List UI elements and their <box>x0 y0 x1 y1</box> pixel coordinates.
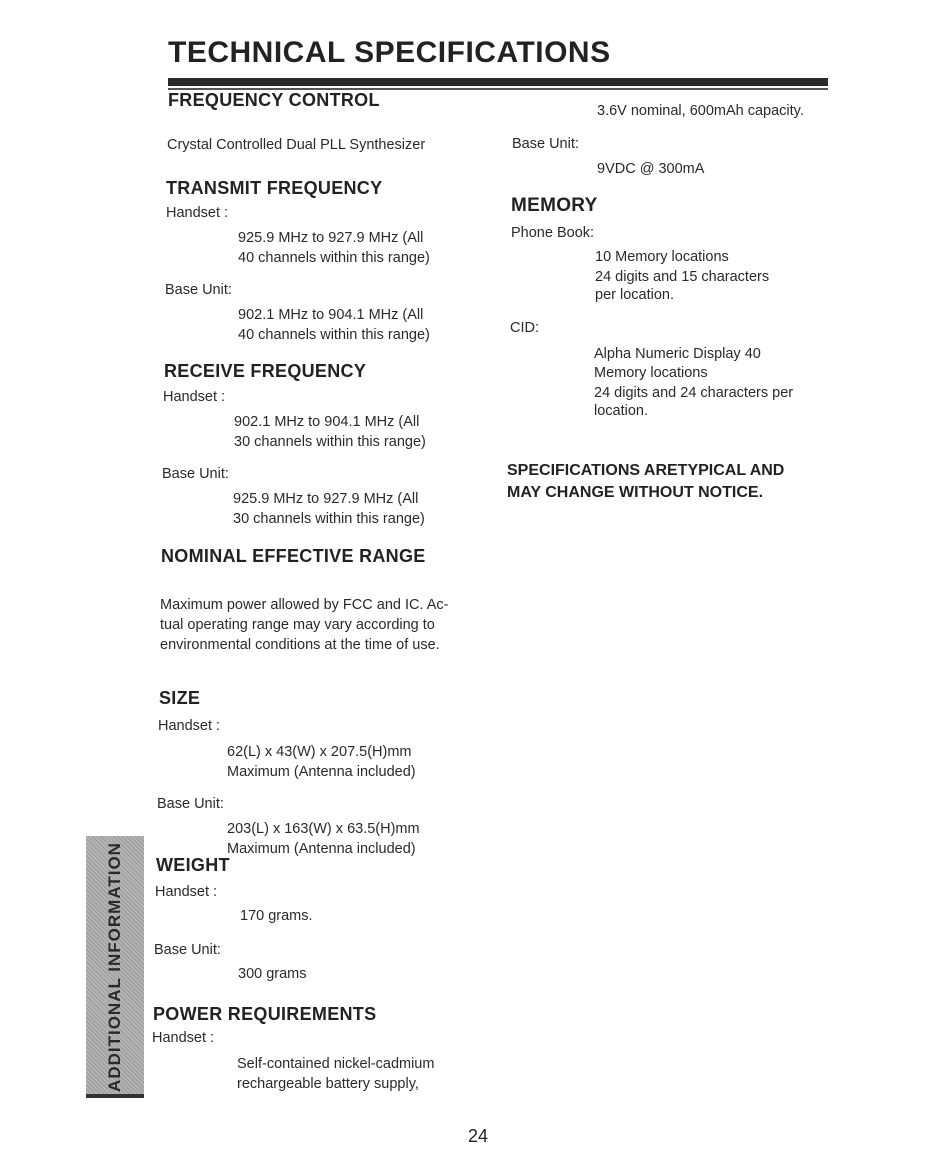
receive-handset-line1: 902.1 MHz to 904.1 MHz (All <box>234 414 420 430</box>
transmit-base-label: Base Unit: <box>165 282 232 298</box>
receive-frequency-heading: RECEIVE FREQUENCY <box>164 361 367 381</box>
phone-book-label: Phone Book: <box>511 225 595 241</box>
receive-handset-label: Handset : <box>163 389 226 405</box>
nominal-range-line1: Maximum power allowed by FCC and IC. Ac- <box>160 597 449 613</box>
weight-heading: WEIGHT <box>156 855 230 875</box>
transmit-handset-label: Handset : <box>166 205 229 221</box>
side-tab-label: ADDITIONAL INFORMATION <box>105 842 124 1092</box>
base-unit-power-label: Base Unit: <box>512 136 579 152</box>
side-tab-bar <box>86 1094 144 1098</box>
size-handset-line1: 62(L) x 43(W) x 207.5(H)mm <box>227 744 412 760</box>
receive-base-label: Base Unit: <box>162 466 229 482</box>
power-handset-line2: rechargeable battery supply, <box>237 1076 419 1092</box>
nominal-range-heading: NOMINAL EFFECTIVE RANGE <box>161 546 426 566</box>
receive-base-line1: 925.9 MHz to 927.9 MHz (All <box>233 491 419 507</box>
cid-label: CID: <box>510 320 539 336</box>
power-handset-label: Handset : <box>152 1030 215 1046</box>
memory-heading: MEMORY <box>511 195 598 216</box>
battery-capacity-text: 3.6V nominal, 600mAh capacity. <box>597 103 804 119</box>
notice-line2: MAY CHANGE WITHOUT NOTICE. <box>507 484 764 501</box>
cid-line2: Memory locations <box>594 365 708 381</box>
phone-book-line1: 10 Memory locations <box>595 249 729 265</box>
weight-handset-value: 170 grams. <box>240 908 313 924</box>
frequency-control-text: Crystal Controlled Dual PLL Synthesizer <box>167 137 426 153</box>
size-base-line2: Maximum (Antenna included) <box>227 841 416 857</box>
receive-handset-line2: 30 channels within this range) <box>234 434 426 450</box>
cid-line1: Alpha Numeric Display 40 <box>594 346 761 362</box>
cid-line3: 24 digits and 24 characters per <box>594 385 794 401</box>
base-unit-power-value: 9VDC @ 300mA <box>597 161 705 177</box>
transmit-frequency-heading: TRANSMIT FREQUENCY <box>166 178 383 198</box>
weight-base-value: 300 grams <box>238 966 307 982</box>
receive-base-line2: 30 channels within this range) <box>233 511 425 527</box>
size-base-label: Base Unit: <box>157 796 224 812</box>
transmit-handset-line1: 925.9 MHz to 927.9 MHz (All <box>238 230 424 246</box>
size-base-line1: 203(L) x 163(W) x 63.5(H)mm <box>227 821 420 837</box>
phone-book-line3: per location. <box>595 287 674 303</box>
nominal-range-line2: tual operating range may vary according to <box>160 617 435 633</box>
size-handset-label: Handset : <box>158 718 221 734</box>
phone-book-line2: 24 digits and 15 characters <box>595 269 770 285</box>
frequency-control-heading: FREQUENCY CONTROL <box>168 90 380 110</box>
size-handset-line2: Maximum (Antenna included) <box>227 764 416 780</box>
power-handset-line1: Self-contained nickel-cadmium <box>237 1056 435 1072</box>
weight-handset-label: Handset : <box>155 884 218 900</box>
notice-line1: SPECIFICATIONS ARETYPICAL AND <box>507 462 785 479</box>
power-requirements-heading: POWER REQUIREMENTS <box>153 1004 377 1024</box>
nominal-range-line3: environmental conditions at the time of use. <box>160 637 440 653</box>
page-number: 24 <box>468 1126 489 1146</box>
transmit-handset-line2: 40 channels within this range) <box>238 250 430 266</box>
weight-base-label: Base Unit: <box>154 942 221 958</box>
size-heading: SIZE <box>159 688 201 708</box>
title-rule <box>168 78 828 86</box>
transmit-base-line1: 902.1 MHz to 904.1 MHz (All <box>238 307 424 323</box>
cid-line4: location. <box>594 403 649 419</box>
page-title: TECHNICAL SPECIFICATIONS <box>168 36 611 69</box>
transmit-base-line2: 40 channels within this range) <box>238 327 430 343</box>
